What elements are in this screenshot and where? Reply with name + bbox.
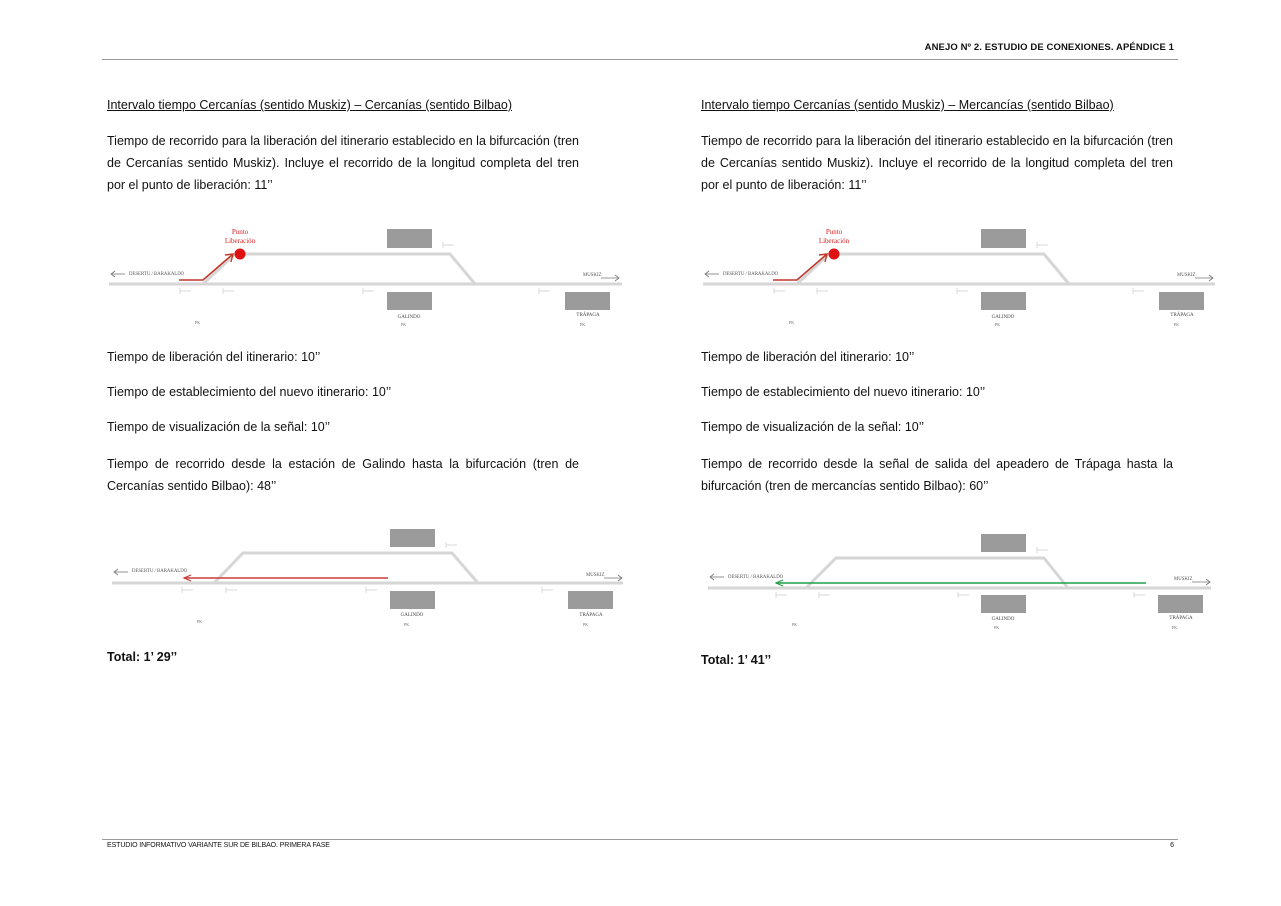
west-label: DESERTU / BARAKALDO bbox=[132, 569, 188, 574]
trapaga-platform bbox=[568, 591, 613, 609]
east-label: MUSKIZ bbox=[1174, 577, 1193, 582]
total-time: Total: 1’ 29’’ bbox=[107, 650, 178, 664]
west-label: DESERTU / BARAKALDO bbox=[723, 272, 779, 277]
document-header: ANEJO Nº 2. ESTUDIO DE CONEXIONES. APÉNDICE 1 bbox=[924, 42, 1174, 53]
intro-paragraph: Tiempo de recorrido para la liberación del itinerario establecido en la bifurcación (tren de Cercanías sentido Muskiz). Incluye el recorrido de la longitud completa del tren por el punto de liberación: 11’’ bbox=[107, 134, 580, 192]
intro-paragraph: Tiempo de recorrido para la liberación del itinerario establecido en la bifurcación (tren de Cercanías sentido Muskiz). Incluye el recorrido de la longitud completa del tren por el punto de liberación: 11’’ bbox=[701, 134, 1174, 192]
return-diagram bbox=[706, 527, 1216, 637]
signal-time: Tiempo de visualización de la señal: 10’’ bbox=[107, 420, 331, 434]
station-platform-north bbox=[387, 229, 432, 248]
trapaga-label: TRÁPAGA bbox=[1169, 616, 1193, 621]
trapaga-platform bbox=[1158, 595, 1203, 613]
galindo-platform bbox=[387, 292, 432, 310]
pk-label: PK bbox=[1172, 625, 1178, 630]
page-number: 6 bbox=[1170, 842, 1174, 849]
release-point-label: Punto bbox=[825, 228, 843, 236]
station-platform-north bbox=[390, 529, 435, 547]
trapaga-label: TRÁPAGA bbox=[576, 313, 600, 318]
east-label: MUSKIZ bbox=[586, 573, 605, 578]
section-title: Intervalo tiempo Cercanías (sentido Muskiz) – Cercanías (sentido Bilbao) bbox=[107, 98, 513, 112]
release-point-label-2: Liberación bbox=[818, 237, 850, 245]
release-time: Tiempo de liberación del itinerario: 10’’ bbox=[701, 350, 915, 364]
branch-track bbox=[203, 254, 475, 284]
section-title: Intervalo tiempo Cercanías (sentido Muskiz) – Mercancías (sentido Bilbao) bbox=[701, 98, 1114, 112]
setup-time: Tiempo de establecimiento del nuevo itinerario: 10’’ bbox=[107, 385, 392, 399]
galindo-label: GALINDO bbox=[400, 613, 424, 618]
pk-label: PK bbox=[995, 322, 1001, 327]
setup-time: Tiempo de establecimiento del nuevo itinerario: 10’’ bbox=[701, 385, 986, 399]
station-platform-north bbox=[981, 534, 1026, 552]
pk-label: PK bbox=[994, 625, 1000, 630]
release-diagram bbox=[107, 222, 627, 334]
trapaga-platform bbox=[1159, 292, 1204, 310]
west-label: DESERTU / BARAKALDO bbox=[129, 272, 185, 277]
release-time: Tiempo de liberación del itinerario: 10’’ bbox=[107, 350, 321, 364]
pk-label: PK bbox=[583, 622, 589, 627]
galindo-platform bbox=[390, 591, 435, 609]
pk-label: PK bbox=[580, 322, 586, 327]
return-diagram bbox=[110, 522, 630, 632]
pk-label: PK bbox=[404, 622, 410, 627]
trapaga-label: TRÁPAGA bbox=[1170, 313, 1194, 318]
release-diagram bbox=[701, 222, 1221, 334]
pk-label: PK bbox=[792, 622, 798, 627]
galindo-label: GALINDO bbox=[991, 617, 1015, 622]
footer-divider bbox=[102, 839, 1178, 840]
galindo-platform bbox=[981, 292, 1026, 310]
trapaga-label: TRÁPAGA bbox=[579, 613, 603, 618]
release-point-label: Punto bbox=[231, 228, 249, 236]
release-path bbox=[773, 254, 827, 280]
pk-label: PK bbox=[401, 322, 407, 327]
pk-label: PK bbox=[789, 320, 795, 325]
galindo-label: GALINDO bbox=[991, 315, 1015, 320]
galindo-label: GALINDO bbox=[397, 315, 421, 320]
pk-label: PK bbox=[195, 320, 201, 325]
travel-time: Tiempo de recorrido desde la señal de salida del apeadero de Trápaga hasta la bifurcación (tren de mercancías sentido Bilbao): 60’’ bbox=[701, 457, 1173, 493]
document-footer: ESTUDIO INFORMATIVO VARIANTE SUR DE BILBAO. PRIMERA FASE bbox=[107, 842, 330, 849]
pk-label: PK bbox=[1174, 322, 1180, 327]
trapaga-platform bbox=[565, 292, 610, 310]
signal-time: Tiempo de visualización de la señal: 10’’ bbox=[701, 420, 925, 434]
east-label: MUSKIZ bbox=[583, 273, 602, 278]
header-divider bbox=[102, 59, 1178, 60]
release-path bbox=[179, 254, 233, 280]
galindo-platform bbox=[981, 595, 1026, 613]
east-label: MUSKIZ bbox=[1177, 273, 1196, 278]
total-time: Total: 1’ 41’’ bbox=[701, 653, 772, 667]
travel-time: Tiempo de recorrido desde la estación de Galindo hasta la bifurcación (tren de Cercanías sentido Bilbao): 48’’ bbox=[107, 457, 579, 493]
pk-label: PK bbox=[197, 619, 203, 624]
release-point-marker bbox=[235, 249, 246, 260]
station-platform-north bbox=[981, 229, 1026, 248]
west-label: DESERTU / BARAKALDO bbox=[728, 575, 784, 580]
branch-track bbox=[797, 254, 1069, 284]
release-point-label-2: Liberación bbox=[224, 237, 256, 245]
release-point-marker bbox=[829, 249, 840, 260]
